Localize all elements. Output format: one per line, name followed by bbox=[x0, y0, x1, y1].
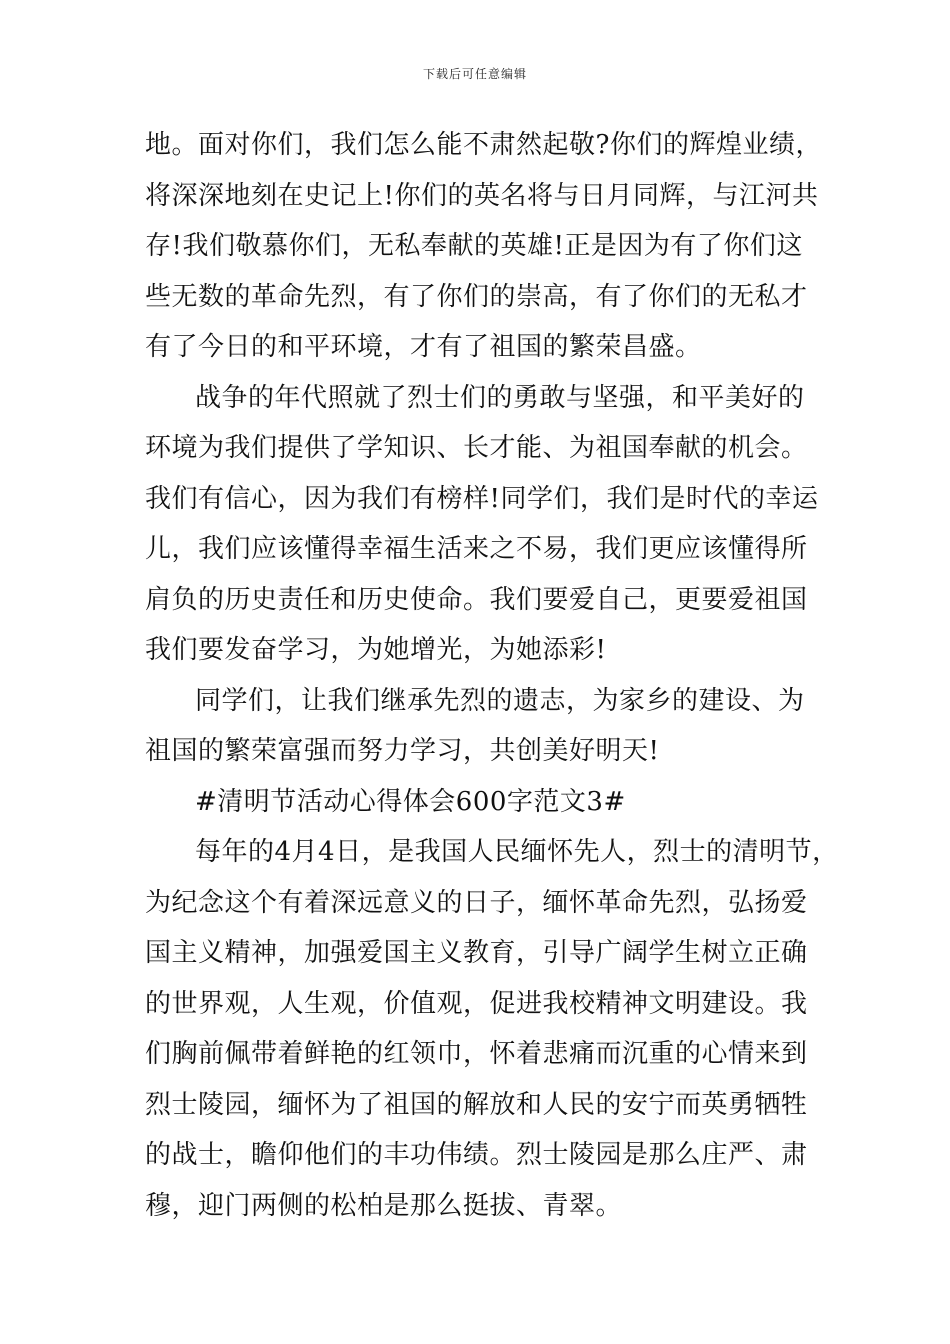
text-line: 些无数的革命先烈，有了你们的崇高，有了你们的无私才 bbox=[145, 281, 808, 312]
text-line: 地。面对你们，我们怎么能不肃然起敬?你们的辉煌业绩， bbox=[145, 130, 822, 160]
text-line: 祖国的繁荣富强而努力学习，共创美好明天! bbox=[145, 736, 660, 766]
text-line: 我们有信心，因为我们有榜样!同学们，我们是时代的幸运 bbox=[145, 483, 819, 514]
text-line: 环境为我们提供了学知识、长才能、为祖国奉献的机会。 bbox=[145, 433, 808, 463]
text-line: 的世界观，人生观，价值观，促进我校精神文明建设。我 bbox=[145, 988, 808, 1019]
text-line: 肩负的历史责任和历史使命。我们要爱自己，更要爱祖国 bbox=[145, 584, 808, 615]
section-heading: #清明节活动心得体会600字范文3# bbox=[195, 786, 626, 817]
text-line: 我们要发奋学习，为她增光，为她添彩! bbox=[145, 635, 607, 665]
header-note: 下载后可任意编辑 bbox=[422, 67, 527, 81]
text-line: 们胸前佩带着鲜艳的红领巾，怀着悲痛而沉重的心情来到 bbox=[145, 1039, 808, 1069]
text-line: 国主义精神，加强爱国主义教育，引导广阔学生树立正确 bbox=[145, 938, 808, 968]
paragraph-first-line: 战争的年代照就了烈士们的勇敢与坚强，和平美好的 bbox=[195, 382, 805, 413]
text-line: 为纪念这个有着深远意义的日子，缅怀革命先烈，弘扬爱 bbox=[145, 887, 808, 918]
text-line: 将深深地刻在史记上!你们的英名将与日月同辉，与江河共 bbox=[145, 180, 819, 211]
document-body bbox=[145, 120, 839, 1231]
text-line: 儿，我们应该懂得幸福生活来之不易，我们更应该懂得所 bbox=[145, 534, 808, 564]
paragraph-first-line: 同学们，让我们继承先烈的遗志，为家乡的建设、为 bbox=[195, 685, 805, 716]
text-line: 烈士陵园，缅怀为了祖国的解放和人民的安宁而英勇牺牲 bbox=[145, 1089, 808, 1120]
paragraph-first-line: 每年的4月4日，是我国人民缅怀先人，烈士的清明节， bbox=[195, 837, 839, 867]
text-line: 的战士，瞻仰他们的丰功伟绩。烈士陵园是那么庄严、肃 bbox=[145, 1140, 808, 1170]
text-line: 有了今日的和平环境，才有了祖国的繁荣昌盛。 bbox=[145, 332, 702, 362]
text-line: 穆，迎门两侧的松柏是那么挺拔、青翠。 bbox=[145, 1190, 623, 1221]
text-line: 存!我们敬慕你们，无私奉献的英雄!正是因为有了你们这 bbox=[145, 231, 803, 261]
